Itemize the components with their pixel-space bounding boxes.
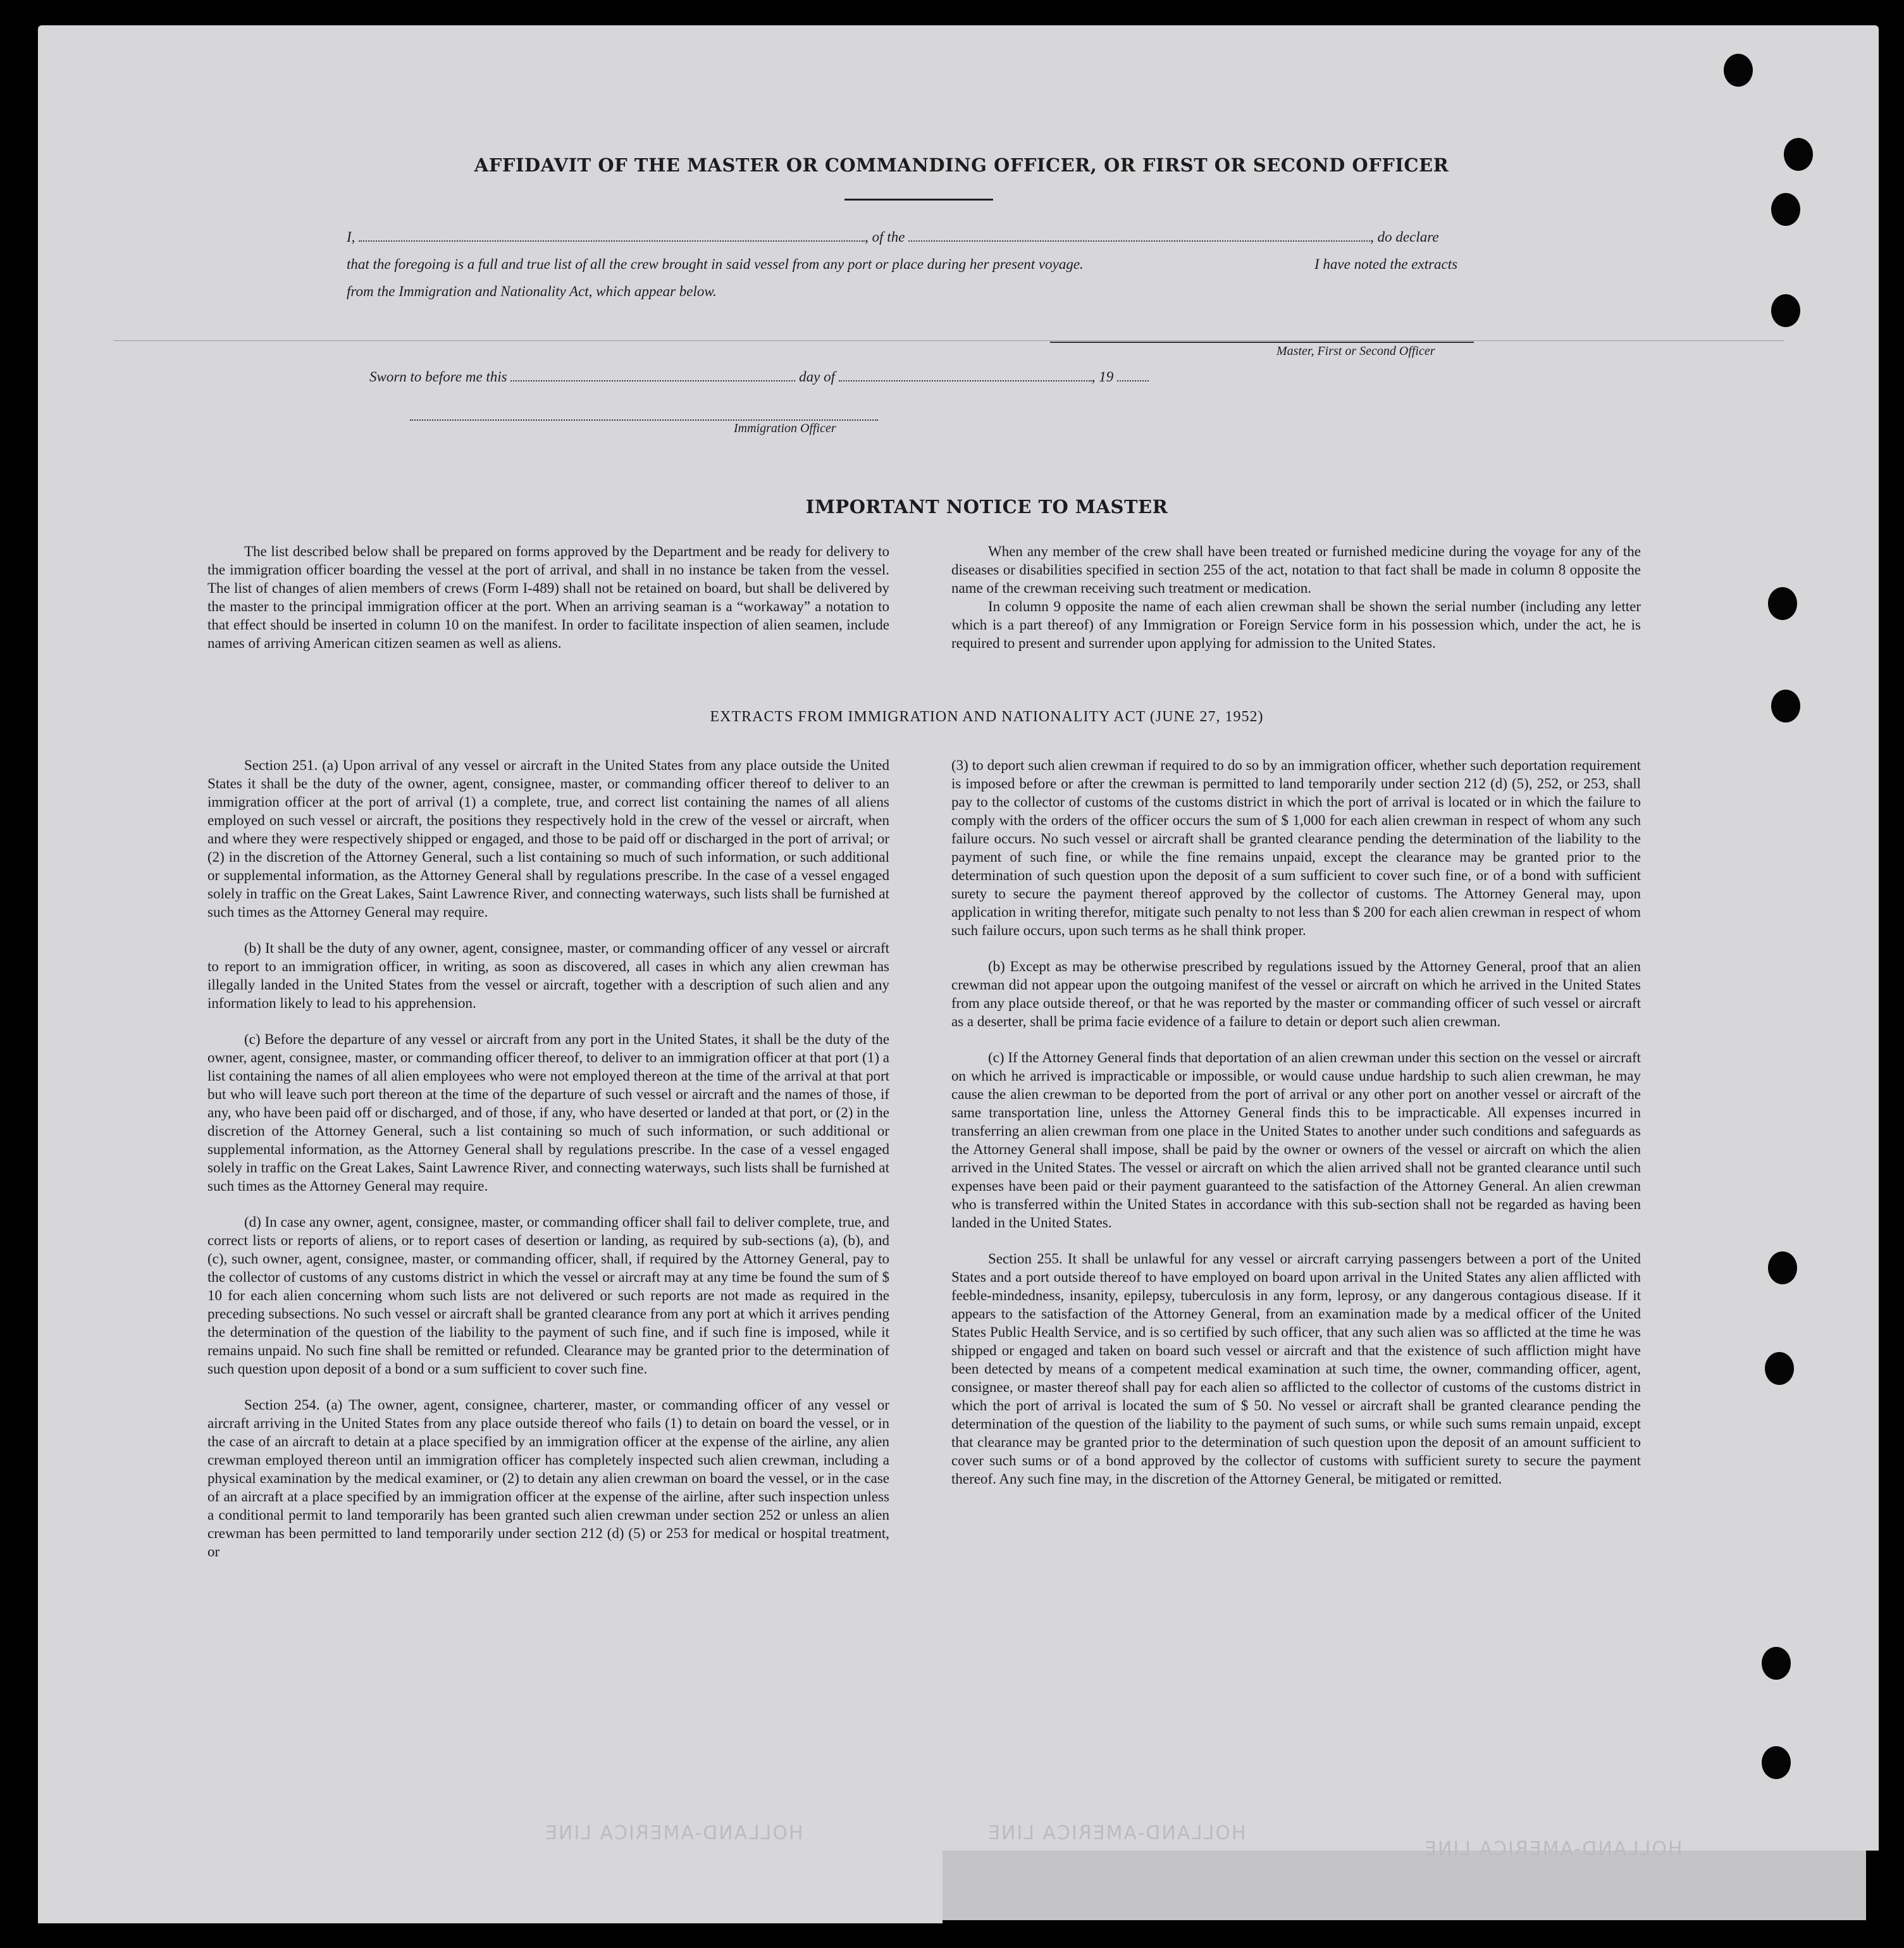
notice-left-column xyxy=(207,542,889,670)
section-255: Section 255. It shall be unlawful for any vessel or aircraft carrying passengers between a port of the United States and a port outside thereof to have employed on board upon arrival in the United States any alien afflicted with feeble-mindedness, insanity, epilepsy, tuberculosis in any form, leprosy, or any dangerous contagious disease. If it appears to the satisfaction of the Attorney General, from an examination made by a medical officer of the United States Public Health Service, and is so certified by such officer, that any such alien was so afflicted at the time he was shipped or engaged and taken on board such vessel or aircraft and that the existence of such affliction might have been detected by means of a competent medical examination at such time, the owner, commanding officer, agent, consignee, or master thereof shall pay for each alien so afflicted to the collector of customs of the customs district in which the port of arrival is located the sum of $ 50. No vessel or aircraft shall be granted clearance pending the determination of the question of the liability to the payment of such sums, or while such sums remain unpaid, except that clearance may be granted prior to the determination of such question upon the deposit of an amount sufficient to cover such sums or of a bond approved by the collector of customs with sufficient surety to secure the payment thereof. Any such fine may, in the discretion of the Attorney General, be mitigated or remitted. xyxy=(951,1251,1641,1487)
notice-title: IMPORTANT NOTICE TO MASTER xyxy=(805,496,1168,518)
punch-hole xyxy=(1768,1251,1797,1284)
title-divider xyxy=(844,199,993,201)
company-stamp: HOLLAND-AMERICA LINE xyxy=(987,1822,1246,1844)
company-stamp: HOLLAND-AMERICA LINE xyxy=(544,1822,803,1844)
notice-right-paragraph-2: In column 9 opposite the name of each alien crewman shall be shown the serial number (including any letter which is a part thereof) of any Immigration or Foreign Service form in his possession which, under the act, he is required to present and surrender upon applying for admission to the United States. xyxy=(951,599,1641,651)
section-254-a-cont: (3) to deport such alien crewman if required to do so by an immigration officer, whether such deportation requirement is imposed before or after the crewman is permitted to land temporarily under section 212 (d) (5), 252, or 253, shall pay to the collector of customs of the customs district in which the port of arrival is located or in which the failure to comply with the orders of the officer occurs the sum of $ 1,000 for each alien crewman in respect of whom any such failure occurs. No such vessel or aircraft shall be granted clearance pending the determination of the liability to the payment of such fine, or while the fine remains unpaid, except the clearance may be granted prior to the determination of such question upon the deposit of a sum sufficient to cover such fine, or of a bond with sufficient surety to secure the payment thereof approved by the collector of customs. The Attorney General may, upon application in writing therefor, mitigate such penalty to not less than $ 200 for each alien crewman in respect of whom such failure occurs, upon such terms as he shall think proper. xyxy=(951,757,1641,938)
signature-line[interactable] xyxy=(1050,342,1474,343)
notice-right-column xyxy=(951,542,1641,652)
declaration-text-1b: I have noted the extracts xyxy=(1314,256,1458,272)
officer-signature-line[interactable] xyxy=(410,419,878,421)
sworn-day-field[interactable] xyxy=(510,380,795,382)
officer-caption: Immigration Officer xyxy=(734,421,836,435)
day-of-label: day of xyxy=(799,369,835,385)
punch-hole xyxy=(1762,1746,1791,1779)
section-251-d: (d) In case any owner, agent, consignee, master, or commanding officer shall fail to deliver complete, true, and correct lists or reports of aliens, or to report cases of desertion or landing, as required by sub-sections (a), (b), and (c), such owner, agent, consignee, master, or commanding officer, shall, if required by the Attorney General, pay to the collector of customs of any customs district in which the vessel or aircraft may at any time be found the sum of $ 10 for each alien concerning whom such lists are not delivered or such reports are not made as required in the preceding subsections. No such vessel or aircraft shall be granted clearance from any port at which it arrives pending the determination of the question of the liability to the payment of such fine, and if such fine is imposed, while it remains unpaid. No such fine shall be remitted or refunded. Clearance may be granted prior to the determination of such question upon deposit of a bond or a sum sufficient to cover such fine. xyxy=(207,1214,889,1377)
notice-left-paragraph: The list described below shall be prepared on forms approved by the Department and be ready for delivery to the immigration officer boarding the vessel at the port of arrival, and shall in no instance be taken from the vessel. The list of changes of alien members of crews (Form I-489) shall not be retained on board, but shall be delivered by the master to the principal immigration officer at the port. When an arriving seaman is a “workaway” a notation to that effect should be inserted in column 10 on the manifest. In order to facilitate inspection of alien seamen, include names of arriving American citizen seamen as well as aliens. xyxy=(207,543,889,651)
year-label: , 19 xyxy=(1091,369,1114,385)
sworn-label: Sworn to before me this xyxy=(369,369,507,385)
sheet-fold xyxy=(943,1851,1891,1945)
of-the-label: , of the xyxy=(865,229,905,245)
section-251-b: (b) It shall be the duty of any owner, agent, consignee, master, or commanding officer of any vessel or aircraft to report to an immigration officer, in writing, as soon as discovered, all cases in which any alien crewman has illegally landed in the United States from the vessel or aircraft, together with a description of such alien and any information likely to lead to his apprehension. xyxy=(207,940,889,1011)
affidavit-title: AFFIDAVIT OF THE MASTER OR COMMANDING OFFICER, OR FIRST OR SECOND OFFICER xyxy=(474,154,1449,176)
section-254-c: (c) If the Attorney General finds that deportation of an alien crewman under this section on the vessel or aircraft on which he arrived is impracticable or impossible, or would cause undue hardship to such alien crewman, he may cause the alien crewman to be deported from the port of arrival or any other port on another vessel or aircraft of the same transportation line, unless the Attorney General finds this to be impracticable. All expenses incurred in transferring an alien crewman from one place in the United States to another under such conditions and safeguards as the Attorney General shall impose, shall be paid by the owner or owners of the vessel or aircraft on which the alien arrived in the United States. The vessel or aircraft on which the alien arrived shall not be granted clearance until such expenses have been paid or their payment guaranteed to the satisfaction of the Attorney General. An alien crewman who is transferred within the United States in accordance with this sub-section shall not be regarded as having been landed in the United States. xyxy=(951,1050,1641,1231)
i-label: I, xyxy=(347,229,355,245)
punch-hole xyxy=(1784,138,1813,171)
sworn-year-field[interactable] xyxy=(1117,380,1149,382)
notice-right-paragraph-1: When any member of the crew shall have been treated or furnished medicine during the voyage for any of the diseases or disabilities specified in section 255 of the act, notation to that fact shall be made in column 8 opposite the name of the crewman receiving such treatment or medication. xyxy=(951,543,1641,596)
vessel-name-field[interactable] xyxy=(908,240,1370,242)
section-254-a: Section 254. (a) The owner, agent, consignee, charterer, master, or commanding officer of any vessel or aircraft arriving in the United States from any place outside thereof who fails (1) to detain on board the vessel, or in the case of an aircraft to detain at a place specified by an immigration officer at the expense of the airline, any alien crewman employed thereon until an immigration officer has completely inspected such alien crewman, including a physical examination by the medical examiner, or (2) to detain any alien crewman on board the vessel, or in the case of an aircraft at a place specified by an immigration officer at the expense of the airline, after such inspection unless a conditional permit to land temporarily has been granted such alien crewman under section 252 or unless an alien crewman has been permitted to land temporarily under section 212 (d) (5) or 253 for medical or hospital treatment, or xyxy=(207,1397,889,1560)
section-251-a: Section 251. (a) Upon arrival of any vessel or aircraft in the United States from any place outside the United States it shall be the duty of the owner, agent, consignee, master, or commanding officer thereof to deliver to an immigration officer at the port of arrival (1) a complete, true, and correct list containing the names of all aliens employed on such vessel or aircraft, the positions they respectively hold in the crew of the vessel or aircraft, when and where they were respectively shipped or engaged, and those to be paid off or discharged in the port of arrival; or (2) in the discretion of the Attorney General, such a list containing so much of such information, or such additional or supplemental information, as the Attorney General shall by regulations prescribe. In the case of a vessel engaged solely in traffic on the Great Lakes, Saint Lawrence River, and connecting waterways, such lists shall be furnished at such times as the Attorney General may require. xyxy=(207,757,889,920)
sworn-line xyxy=(369,369,1149,385)
section-254-b: (b) Except as may be otherwise prescribed by regulations issued by the Attorney General, proof that an alien crewman did not appear upon the outgoing manifest of the vessel or aircraft on which he arrived in the United States from any place outside thereof, or that he was reported by the master or commanding officer of such vessel or aircraft as a deserter, shall be prima facie evidence of a failure to detain or deport such alien crewman. xyxy=(951,958,1641,1029)
signature-caption: Master, First or Second Officer xyxy=(1277,344,1435,358)
punch-hole xyxy=(1771,193,1800,226)
punch-hole xyxy=(1724,54,1753,87)
extracts-right-column xyxy=(951,756,1641,1506)
section-rule xyxy=(114,340,1784,341)
extracts-title: EXTRACTS FROM IMMIGRATION AND NATIONALITY ACT (JUNE 27, 1952) xyxy=(710,709,1264,725)
do-declare-label: , do declare xyxy=(1370,229,1439,245)
extracts-left-column xyxy=(207,756,889,1579)
sworn-month-field[interactable] xyxy=(839,380,1092,382)
company-stamp: HOLLAND-AMERICA LINE xyxy=(1423,1838,1683,1860)
declarant-name-field[interactable] xyxy=(359,240,865,242)
punch-hole xyxy=(1771,294,1800,327)
punch-hole xyxy=(1762,1647,1791,1680)
declarant-line xyxy=(347,229,1504,245)
declaration-text-2: from the Immigration and Nationality Act, which appear below. xyxy=(347,283,717,299)
section-251-c: (c) Before the departure of any vessel or aircraft from any port in the United States, it shall be the duty of the owner, agent, consignee, master, or commanding officer thereof, to deliver to an immigration officer at that port (1) a list containing the names of all alien employees who were not employed thereon at the time of the arrival at that port but who will leave such port thereon at the time of the departure of such vessel or aircraft and the names of those, if any, who have been paid off or discharged, and of those, if any, who have deserted or landed at that port, or (2) in the discretion of the Attorney General, such a list containing so much of such information, or such additional or supplemental information, as the Attorney General shall by regulations prescribe. In the case of a vessel engaged solely in traffic on the Great Lakes, Saint Lawrence River, and connecting waterways, such lists shall be furnished at such times as the Attorney General may require. xyxy=(207,1031,889,1194)
punch-hole xyxy=(1765,1352,1794,1385)
punch-hole xyxy=(1771,690,1800,723)
punch-hole xyxy=(1768,587,1797,620)
declaration-text-1: that the foregoing is a full and true list of all the crew brought in said vessel from any port or place during her present voyage. xyxy=(347,256,1084,272)
